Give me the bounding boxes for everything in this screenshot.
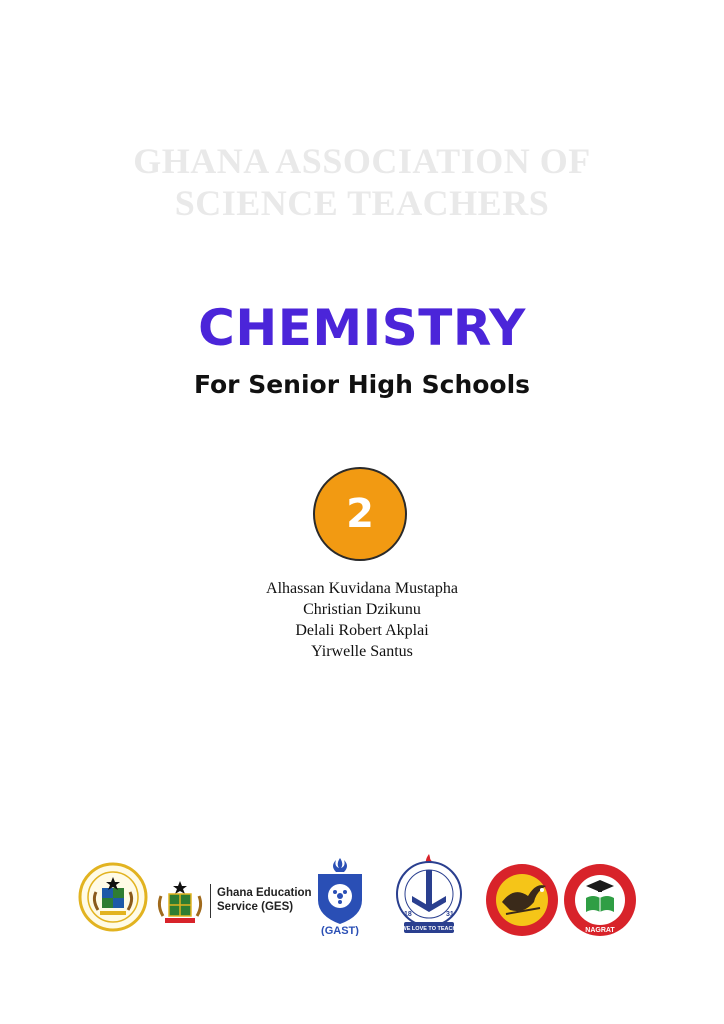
volume-number: 2 (346, 491, 374, 537)
nagrat-label: NAGRAT (585, 927, 615, 934)
author-name: Christian Dzikunu (303, 601, 421, 618)
logo-strip (0, 850, 724, 940)
organization-title (0, 140, 724, 224)
ges-divider (210, 884, 211, 918)
ges-name-line2: Service (GES) (217, 901, 294, 913)
ges-logo-text (217, 886, 312, 914)
author-name: Alhassan Kuvidana Mustapha (266, 580, 458, 597)
book-title: CHEMISTRY (198, 299, 526, 357)
author-name: Yirwelle Santus (311, 643, 413, 660)
organization-title-line1: GHANA ASSOCIATION OF (133, 141, 591, 181)
gnat-year-right: 31 (446, 911, 454, 918)
ges-name-line1: Ghana Education (217, 887, 312, 899)
nagrat-logo (562, 862, 638, 938)
gnat-year-left: 18 (404, 911, 412, 918)
gast-label: (GAST) (321, 925, 359, 936)
gnat-motto: WE LOVE TO TEACH (401, 926, 457, 932)
teachers-coalition-bird-logo (484, 862, 560, 938)
author-name: Delali Robert Akplai (295, 622, 429, 639)
book-subtitle: For Senior High Schools (193, 370, 531, 399)
gast-shield-logo (310, 856, 370, 936)
volume-badge (313, 467, 407, 561)
ministry-of-education-seal-logo (78, 862, 148, 932)
gnat-torch-logo (388, 852, 470, 938)
ghana-coat-of-arms-icon (155, 880, 205, 926)
author-list (0, 578, 724, 662)
organization-title-line2: SCIENCE TEACHERS (174, 183, 550, 223)
